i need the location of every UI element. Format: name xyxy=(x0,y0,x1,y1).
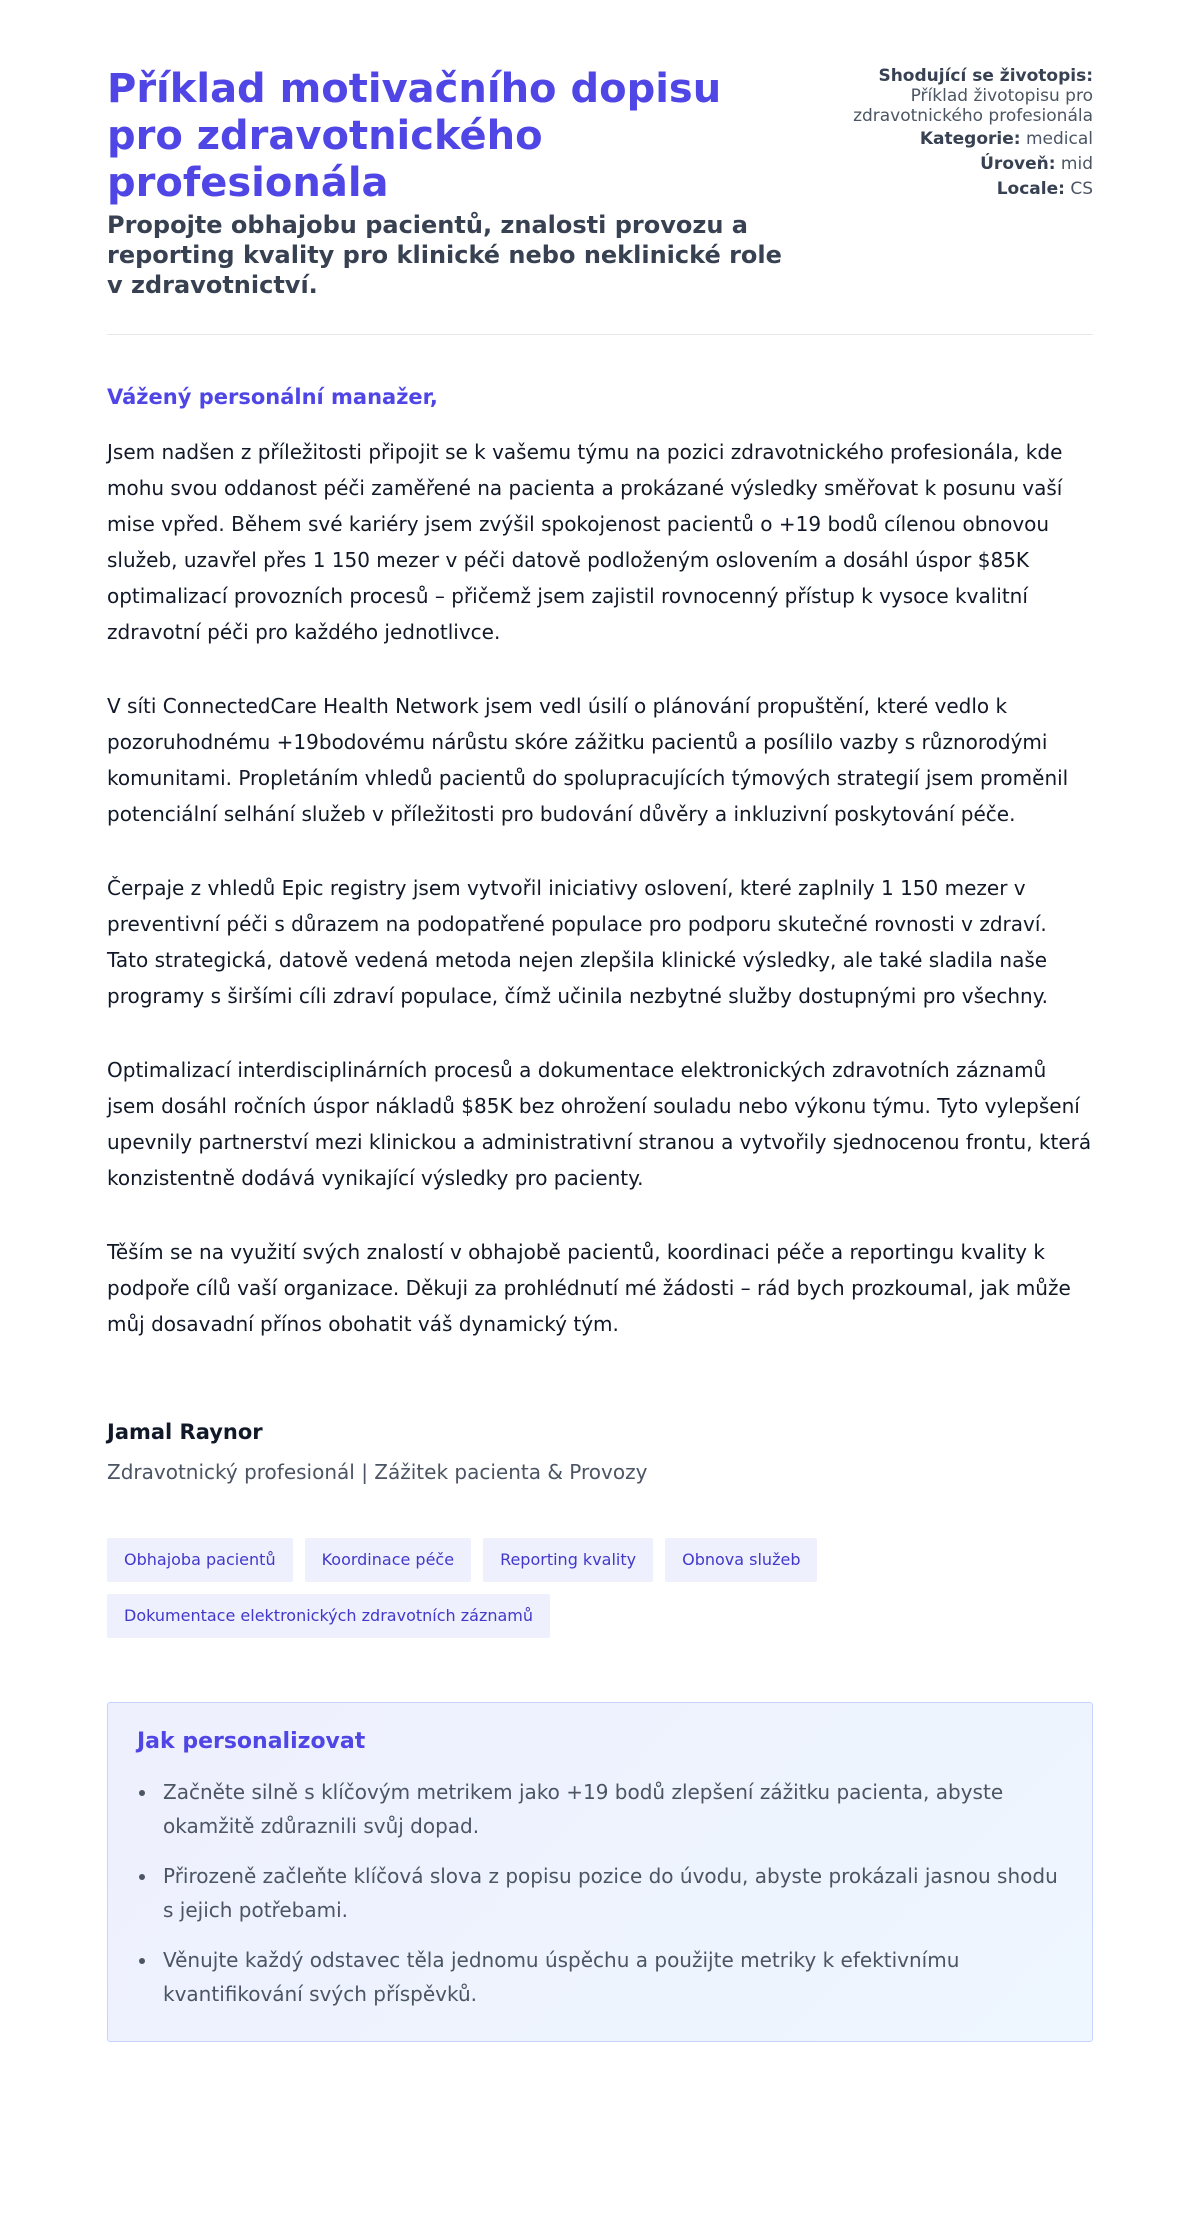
letter-paragraph: Čerpaje z vhledů Epic registry jsem vytvořil iniciativy oslovení, které zaplnily 1 150 mezer v preventivní péči s důrazem na podopatřené populace pro podporu skutečné rovnosti v zdraví. Tato strategická, datově vedená metoda nejen zlepšila klinické výsledky, ale také sladila naše programy s širšími cíli zdraví populace, čímž učinila nezbytné služby dostupnými pro všechny. xyxy=(107,876,1049,1008)
signature xyxy=(107,1418,1093,1486)
tips-list xyxy=(137,1775,1063,2011)
skill-tag: Obnova služeb xyxy=(665,1538,817,1582)
skill-tags xyxy=(107,1538,887,1638)
meta-locale-key: Locale: xyxy=(996,179,1065,199)
letter-body xyxy=(107,434,1093,1342)
meta-resume-key: Shodující se životopis: xyxy=(878,66,1093,86)
tips-list-item: Přirozeně začleňte klíčová slova z popisu pozice do úvodu, abyste prokázali jasnou shodu s jejich potřebami. xyxy=(137,1859,1063,1927)
skill-tag: Koordinace péče xyxy=(305,1538,471,1582)
signature-role: Zdravotnický profesionál | Zážitek pacienta & Provozy xyxy=(107,1460,648,1484)
header-titles xyxy=(107,66,804,300)
meta-resume-link[interactable]: Příklad životopisu pro zdravotnického profesionála xyxy=(853,86,1093,126)
tips-box xyxy=(107,1702,1093,2042)
meta-category xyxy=(804,129,1093,150)
meta-panel xyxy=(804,66,1093,204)
letter xyxy=(107,383,1093,1342)
meta-level-key: Úroveň: xyxy=(980,154,1056,174)
letter-paragraph: V síti ConnectedCare Health Network jsem vedl úsilí o plánování propuštění, které vedlo k pozoruhodnému +19bodovému nárůstu skóre zážitku pacientů a posílilo vazby s různorodými komunitami. Propletáním vhledů pacientů do spolupracujících týmových strategií jsem proměnil potenciální selhání služeb v příležitosti pro budování důvěry a inkluzivní poskytování péče. xyxy=(107,694,1069,826)
header xyxy=(107,66,1093,335)
tips-list-item: Začněte silně s klíčovým metrikem jako +19 bodů zlepšení zážitku pacienta, abyste okamžitě zdůraznili svůj dopad. xyxy=(137,1775,1063,1843)
meta-category-key: Kategorie: xyxy=(919,129,1021,149)
meta-locale xyxy=(804,179,1093,200)
skill-tag: Obhajoba pacientů xyxy=(107,1538,293,1582)
page-subtitle: Propojte obhajobu pacientů, znalosti provozu a reporting kvality pro klinické nebo neklinické role v zdravotnictví. xyxy=(107,211,782,299)
meta-category-value: medical xyxy=(1025,129,1093,149)
letter-paragraph: Optimalizací interdisciplinárních procesů a dokumentace elektronických zdravotních záznamů jsem dosáhl ročních úspor nákladů $85K bez ohrožení souladu nebo výkonu týmu. Tyto vylepšení upevnily partnerství mezi klinickou a administrativní stranou a vytvořily sjednocenou frontu, která konzistentně dodává vynikající výsledky pro pacienty. xyxy=(107,1058,1092,1190)
signature-name: Jamal Raynor xyxy=(107,1420,263,1444)
meta-locale-value: CS xyxy=(1070,179,1093,199)
tips-title: Jak personalizovat xyxy=(137,1729,366,1754)
meta-resume xyxy=(804,66,1093,126)
tips-list-item: Věnujte každý odstavec těla jednomu úspěchu a použijte metriky k efektivnímu kvantifikování svých příspěvků. xyxy=(137,1943,1063,2011)
skill-tag: Dokumentace elektronických zdravotních záznamů xyxy=(107,1594,550,1638)
page-title: Příklad motivačního dopisu pro zdravotnického profesionála xyxy=(107,66,722,206)
letter-greeting: Vážený personální manažer, xyxy=(107,385,438,409)
letter-paragraph: Jsem nadšen z příležitosti připojit se k vašemu týmu na pozici zdravotnického profesionála, kde mohu svou oddanost péči zaměřené na pacienta a prokázané výsledky směřovat k posunu vaší mise vpřed. Během své kariéry jsem zvýšil spokojenost pacientů o +19 bodů cílenou obnovou služeb, uzavřel přes 1 150 mezer v péči datově podloženým oslovením a dosáhl úspor $85K optimalizací provozních procesů – přičemž jsem zajistil rovnocenný přístup k vysoce kvalitní zdravotní péči pro každého jednotlivce. xyxy=(107,440,1063,644)
meta-level-value: mid xyxy=(1060,154,1093,174)
letter-paragraph: Těším se na využití svých znalostí v obhajobě pacientů, koordinaci péče a reportingu kvality k podpoře cílů vaší organizace. Děkuji za prohlédnutí mé žádosti – rád bych prozkoumal, jak může můj dosavadní přínos obohatit váš dynamický tým. xyxy=(107,1240,1071,1336)
skill-tag: Reporting kvality xyxy=(483,1538,653,1582)
meta-level xyxy=(804,154,1093,175)
